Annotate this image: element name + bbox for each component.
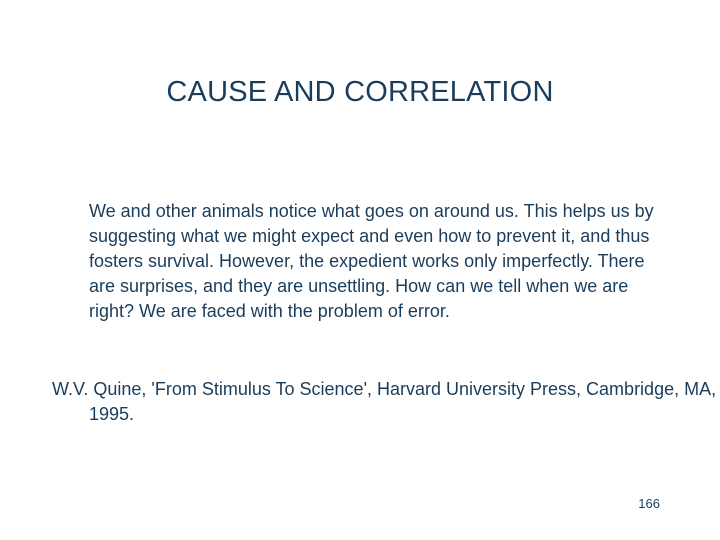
quote-paragraph: We and other animals notice what goes on around us. This helps us by suggesting what we might expect and even how to prevent it, and thus fosters survival. However, the expedient works only imperfectly. There are surprises, and they are unsettling. How can we tell when we are right? We are faced with the problem of error. — [89, 201, 654, 321]
citation: W.V. Quine, 'From Stimulus To Science', Harvard University Press, Cambridge, MA, 1995. — [52, 379, 717, 424]
page-number: 166 — [638, 496, 660, 511]
slide-title: CAUSE AND CORRELATION — [166, 76, 554, 108]
